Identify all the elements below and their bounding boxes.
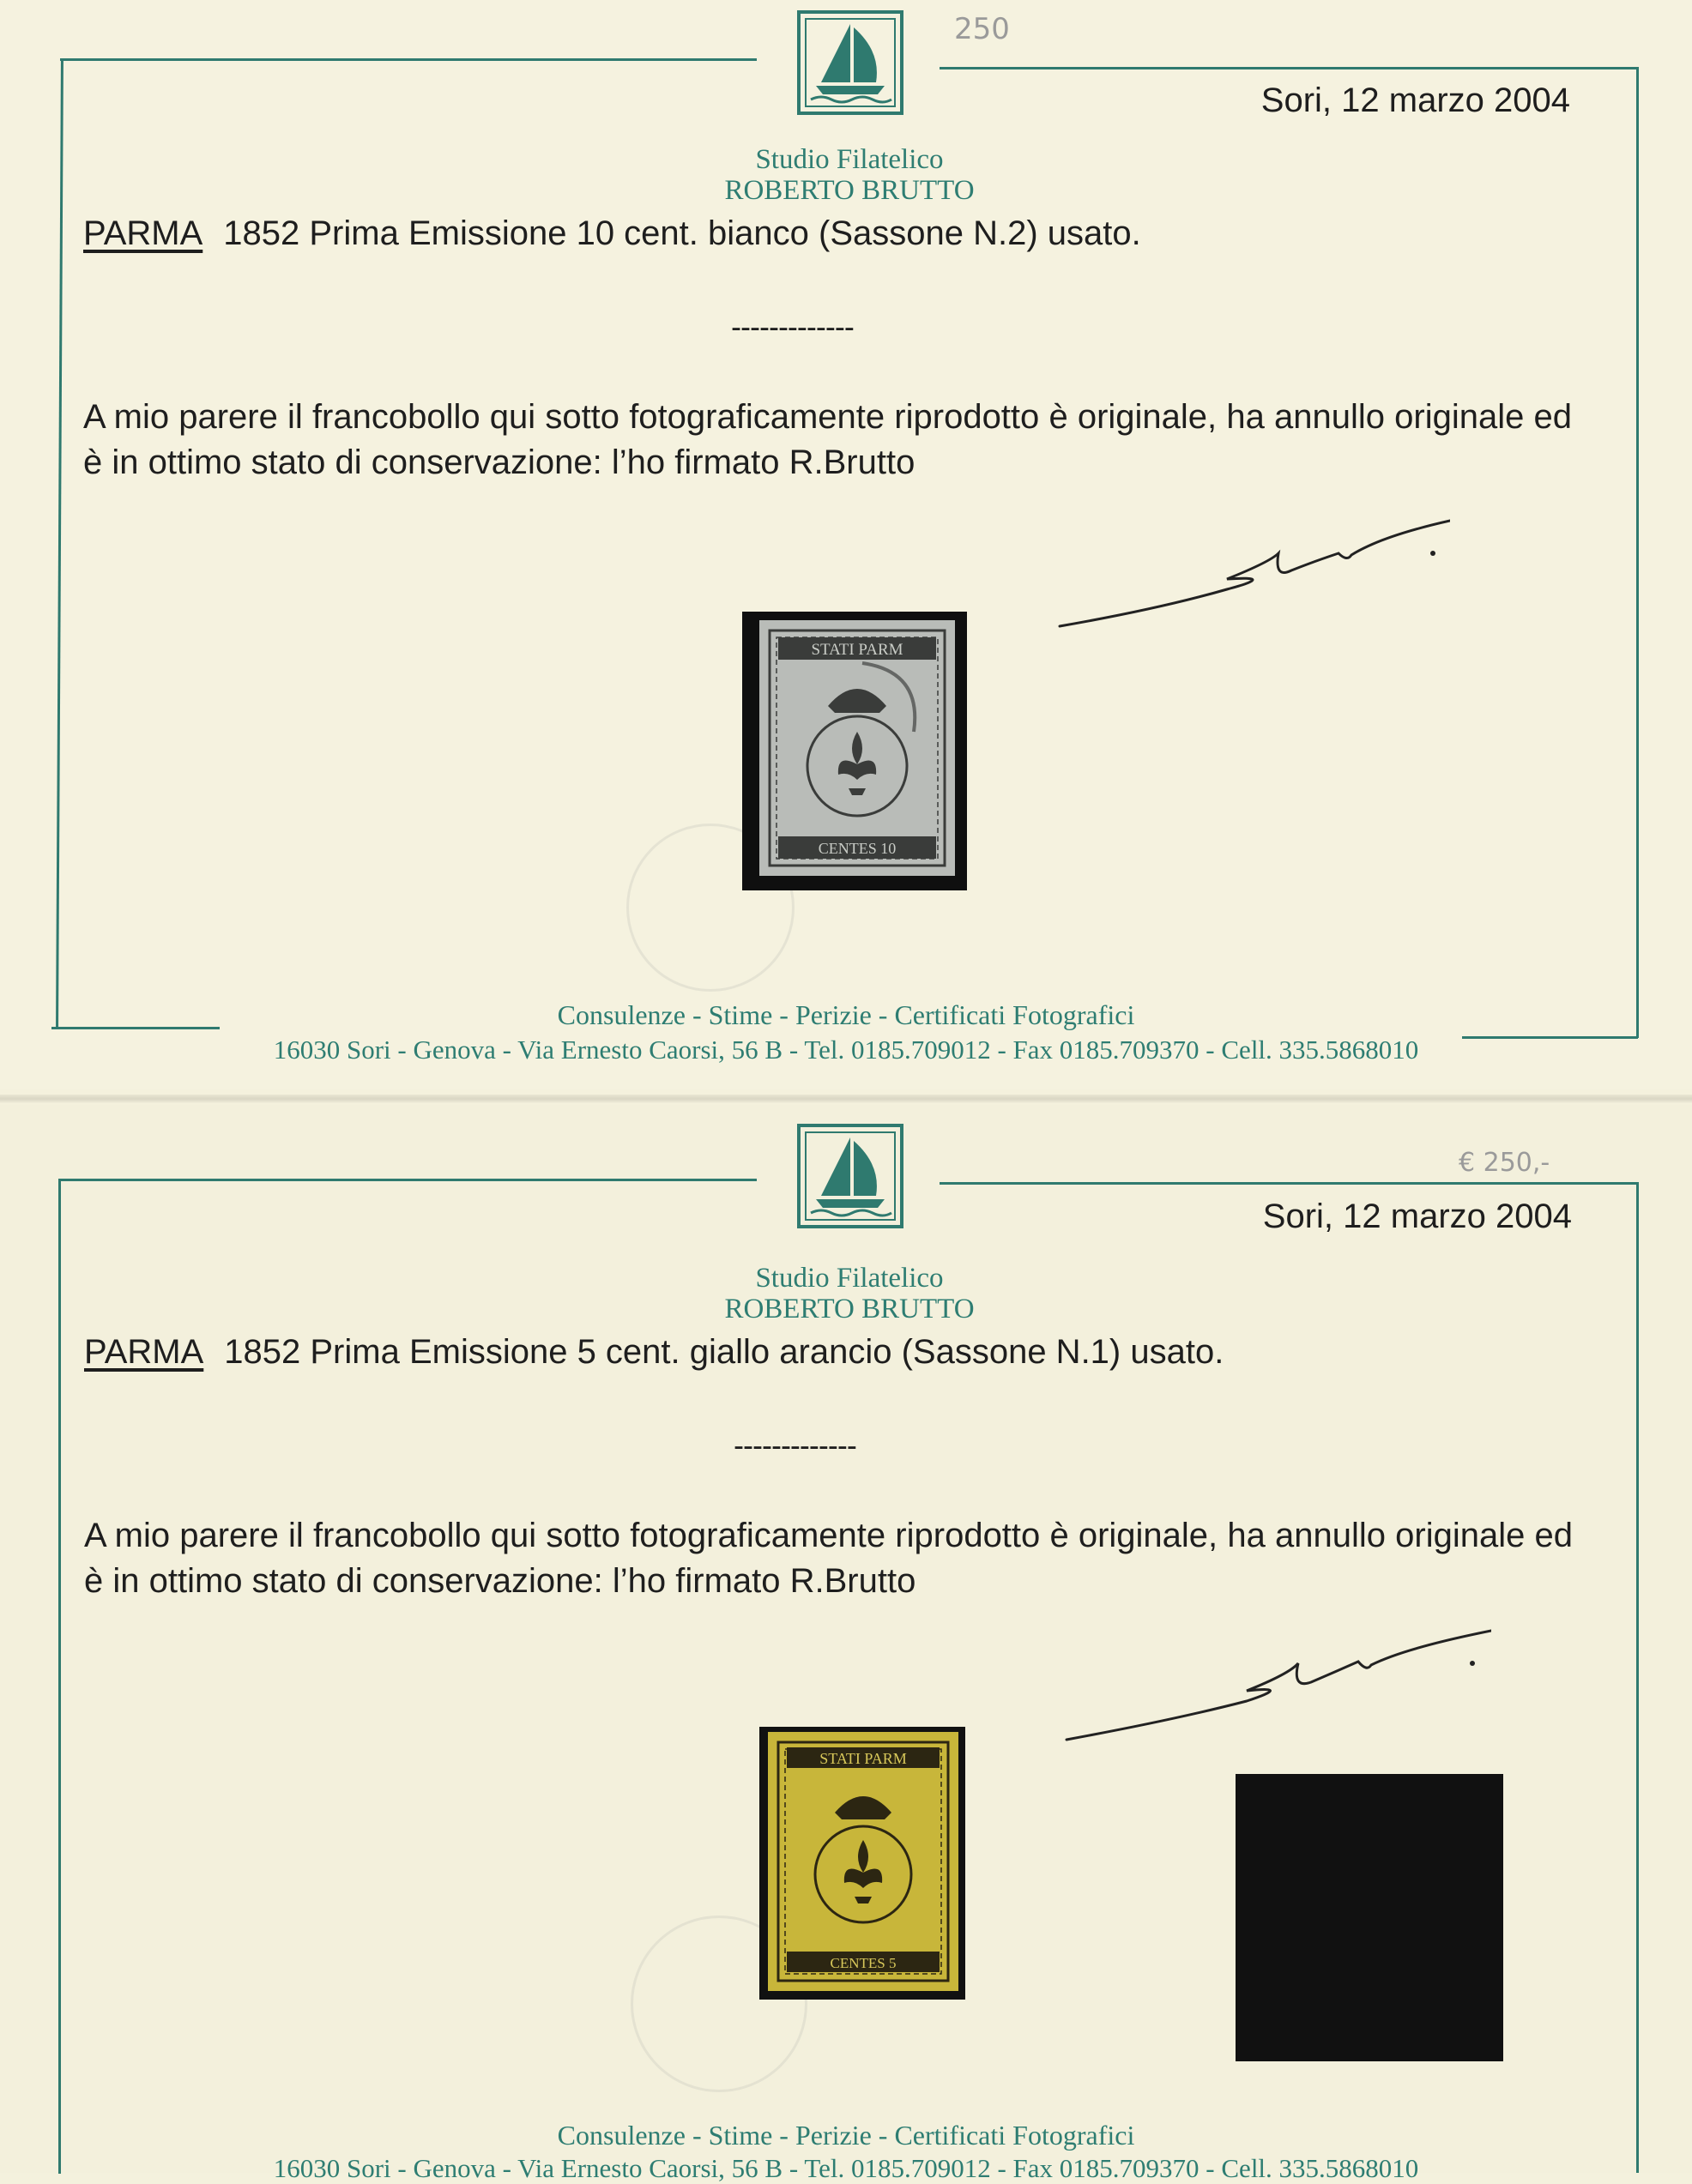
stamp-description: 1852 Prima Emissione 5 cent. giallo arancio (Sassone N.1) usato. bbox=[224, 1333, 1224, 1371]
certificate-date: Sori, 12 marzo 2004 bbox=[1262, 1198, 1572, 1235]
footer-address: 16030 Sori - Genova - Via Ernesto Caorsi, 56 B - Tel. 0185.709012 - Fax 0185.709370 - Cell. 335.5868010 bbox=[273, 2153, 1419, 2183]
frame-top-left bbox=[60, 58, 757, 61]
sailboat-logo-icon bbox=[795, 9, 905, 117]
footer-services: Consulenze - Stime - Perizie - Certificati Fotografici bbox=[557, 2120, 1135, 2151]
page-seam bbox=[0, 1095, 1692, 1103]
region-label: PARMA bbox=[83, 214, 203, 252]
footer-address: 16030 Sori - Genova - Via Ernesto Caorsi, 56 B - Tel. 0185.709012 - Fax 0185.709370 - Cell. 335.5868010 bbox=[273, 1035, 1419, 1065]
expert-signature bbox=[1062, 1624, 1491, 1744]
studio-owner: ROBERTO BRUTTO bbox=[724, 1294, 975, 1324]
frame-top-right bbox=[940, 67, 1639, 69]
frame-right bbox=[1636, 67, 1639, 1038]
stamp-image-5-cent bbox=[759, 1727, 965, 2000]
pencil-note: € 250,- bbox=[1459, 1148, 1550, 1178]
frame-top-left bbox=[60, 1179, 757, 1181]
expert-opinion: A mio parere il francobollo qui sotto fotograficamente riprodotto è originale, ha annullo originale ed è in ottimo stato di conservazione: l’ho firmato R.Brutto bbox=[84, 1517, 1573, 1600]
stamp-top-text: STATI PARM bbox=[819, 1750, 907, 1767]
expert-opinion: A mio parere il francobollo qui sotto fotograficamente riprodotto è originale, ha annullo originale ed è in ottimo stato di conservazione: l’ho firmato R.Brutto bbox=[83, 398, 1572, 481]
studio-name: Studio Filatelico bbox=[755, 144, 944, 175]
stamp-description: 1852 Prima Emissione 10 cent. bianco (Sassone N.2) usato. bbox=[223, 214, 1141, 252]
frame-top-right bbox=[940, 1182, 1639, 1185]
separator: ------------- bbox=[731, 309, 854, 344]
studio-logo bbox=[795, 1122, 905, 1230]
certificate-date: Sori, 12 marzo 2004 bbox=[1260, 81, 1570, 119]
stamp-bottom-text: CENTES 5 bbox=[830, 1955, 897, 1971]
studio-name: Studio Filatelico bbox=[755, 1263, 944, 1294]
region-label: PARMA bbox=[84, 1333, 204, 1371]
stamp-heading bbox=[83, 214, 1141, 253]
frame-left bbox=[58, 1179, 61, 2174]
frame-left bbox=[56, 58, 63, 1028]
studio-owner: ROBERTO BRUTTO bbox=[724, 175, 975, 206]
frame-right bbox=[1636, 1182, 1639, 2173]
studio-logo bbox=[795, 9, 905, 117]
stamp-bottom-text: CENTES 10 bbox=[818, 840, 897, 857]
certificate-1 bbox=[0, 0, 1692, 1089]
stamp-heading bbox=[84, 1333, 1224, 1372]
expert-signature bbox=[1055, 510, 1450, 630]
certificate-2 bbox=[0, 1105, 1692, 2183]
covered-area bbox=[1236, 1774, 1503, 2061]
stamp-top-text: STATI PARM bbox=[811, 641, 903, 659]
stamp-image-10-cent bbox=[742, 612, 967, 890]
sailboat-logo-icon bbox=[795, 1122, 905, 1230]
pencil-note: 250 bbox=[954, 12, 1010, 46]
footer-services: Consulenze - Stime - Perizie - Certificati Fotografici bbox=[557, 999, 1135, 1030]
separator: ------------- bbox=[734, 1427, 856, 1463]
